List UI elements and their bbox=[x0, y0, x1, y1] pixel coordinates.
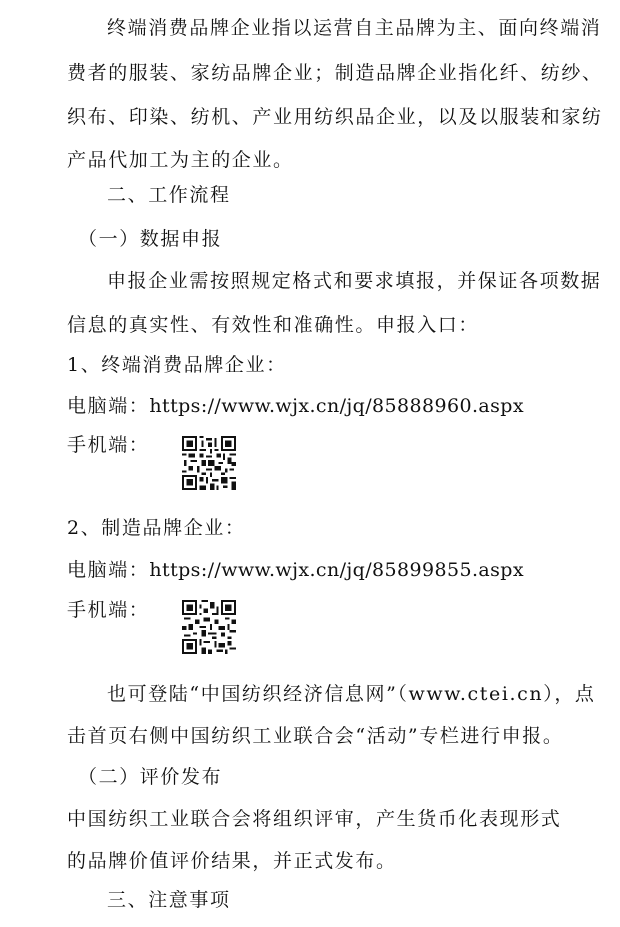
item-1-mobile-label: 手机端： bbox=[67, 434, 150, 456]
item-1-pc-url[interactable]: https://www.wjx.cn/jq/85888960.aspx bbox=[149, 395, 524, 417]
portal-line-2: 击首页右侧中国纺织工业联合会“活动”专栏进行申报。 bbox=[67, 725, 564, 747]
qr-code-icon[interactable] bbox=[182, 436, 236, 490]
item-2-pc-label: 电脑端： bbox=[67, 559, 150, 581]
intro-line-1: 终端消费品牌企业指以运营自主品牌为主、面向终端消 bbox=[107, 17, 602, 39]
intro-line-2: 费者的服装、家纺品牌企业；制造品牌企业指化纤、纺纱、 bbox=[67, 62, 603, 84]
item-1-pc-label: 电脑端： bbox=[67, 395, 150, 417]
qr-code-icon[interactable] bbox=[182, 600, 236, 654]
subsection-2-heading: （二）评价发布 bbox=[78, 766, 223, 788]
item-2-pc-url[interactable]: https://www.wjx.cn/jq/85899855.aspx bbox=[149, 559, 524, 581]
intro-line-3: 织布、印染、纺机、产业用纺织品企业，以及以服装和家纺 bbox=[67, 106, 603, 128]
eval-line-1: 中国纺织工业联合会将组织评审，产生货币化表现形式 bbox=[67, 808, 562, 830]
item-1-pc-row bbox=[67, 393, 524, 419]
item-1-heading: 1、终端消费品牌企业： bbox=[67, 354, 287, 376]
declare-line-1: 申报企业需按照规定格式和要求填报，并保证各项数据 bbox=[107, 270, 602, 292]
item-2-heading: 2、制造品牌企业： bbox=[67, 517, 246, 539]
section-3-heading: 三、注意事项 bbox=[107, 889, 231, 911]
eval-line-2: 的品牌价值评价结果，并正式发布。 bbox=[67, 850, 397, 872]
item-2-pc-row bbox=[67, 557, 524, 583]
intro-line-4: 产品代加工为主的企业。 bbox=[67, 149, 294, 171]
subsection-1-heading: （一）数据申报 bbox=[78, 228, 223, 250]
item-2-mobile-label: 手机端： bbox=[67, 599, 150, 621]
declare-line-2: 信息的真实性、有效性和准确性。申报入口： bbox=[67, 314, 480, 336]
portal-line-1: 也可登陆“中国纺织经济信息网”（www.ctei.cn），点 bbox=[107, 683, 596, 705]
section-2-heading: 二、工作流程 bbox=[107, 184, 231, 206]
